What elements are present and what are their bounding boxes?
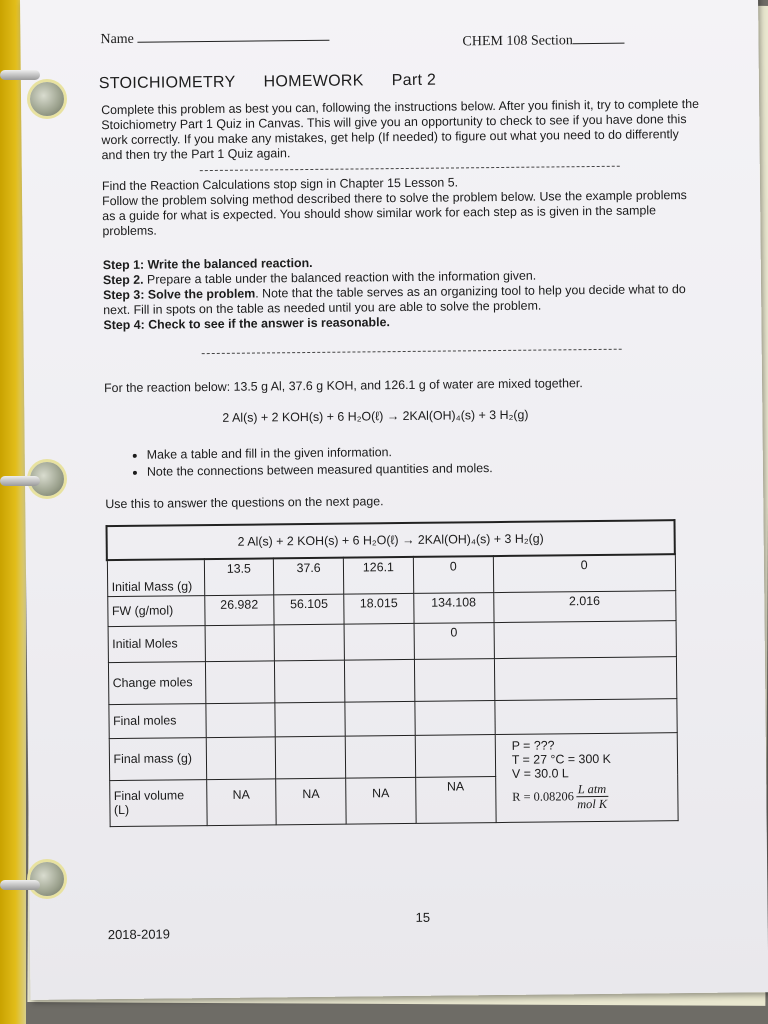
table-cell xyxy=(344,623,414,660)
binder-ring-bar xyxy=(0,70,40,80)
table-cell: NA xyxy=(276,778,346,825)
name-field: Name xyxy=(100,30,330,48)
table-cell xyxy=(206,736,276,779)
table-cell xyxy=(495,698,677,734)
use-note: Use this to answer the questions on the next page. xyxy=(105,494,384,512)
bullet-list xyxy=(125,443,493,481)
table-cell xyxy=(414,658,494,701)
temperature-value: T = 27 °C = 300 K xyxy=(511,751,611,767)
balanced-equation: 2 Al(s) + 2 KOH(s) + 6 H₂O(ℓ) → 2KAl(OH)₄(s) + 3 H₂(g) xyxy=(222,407,529,425)
table-cell xyxy=(415,700,495,735)
table-cell xyxy=(344,659,414,702)
gas-constant-value: R = 0.08206 xyxy=(512,788,574,804)
table-cell: 126.1 xyxy=(343,557,413,594)
row-label: Change moles xyxy=(108,661,205,704)
table-cell: NA xyxy=(346,777,416,824)
step-1: Step 1: Write the balanced reaction. xyxy=(102,255,313,273)
row-label: Final mass (g) xyxy=(109,737,206,780)
table-cell xyxy=(494,620,676,658)
problem-statement: For the reaction below: 13.5 g Al, 37.6 g KOH, and 126.1 g of water are mixed together. xyxy=(103,376,583,396)
page-title: STOICHIOMETRY HOMEWORK Part 2 xyxy=(98,71,437,93)
gas-constant xyxy=(502,781,608,811)
binder-ring xyxy=(30,862,64,896)
table-cell xyxy=(345,701,415,736)
table-cell xyxy=(274,624,344,661)
footer-year: 2018-2019 xyxy=(107,926,171,943)
table-cell: 0 xyxy=(493,554,675,592)
gas-constant-units: $\frac{\text{L atm}}{\text{mol K}}$ xyxy=(577,781,608,811)
table-cell: 56.105 xyxy=(274,594,344,625)
table-row xyxy=(107,554,675,596)
table-cell: NA xyxy=(206,778,276,825)
page-number: 15 xyxy=(415,909,431,925)
binder-ring xyxy=(30,82,64,116)
pressure-value: P = ??? xyxy=(511,737,555,753)
intro-paragraph: Complete this problem as best you can, following the instructions below. After you finish it, try to complete the Stoichiometry Part 1 Quiz in Canvas. This will give you an opportunity to check to see if you have done this work correctly. If you make any mistakes, get help (If needed) to figure out what you need to do differently and then try the Part 1 Quiz again. xyxy=(101,96,700,163)
row-label: Final volume (L) xyxy=(109,779,206,826)
row-label: FW (g/mol) xyxy=(107,595,204,626)
instruction-line-1: Find the Reaction Calculations stop sign in Chapter 15 Lesson 5. xyxy=(101,175,459,194)
step-4: Step 4: Check to see if the answer is reasonable. xyxy=(103,315,390,333)
row-label: Initial Moles xyxy=(108,625,205,662)
row-label: Final moles xyxy=(108,703,205,738)
bullet-item: • Make a table and fill in the given information. xyxy=(147,443,493,464)
table-cell xyxy=(205,660,275,703)
table-header-equation: 2 Al(s) + 2 KOH(s) + 6 H₂O(ℓ) → 2KAl(OH)₄(s) + 3 H₂(g) xyxy=(107,520,675,560)
table-cell xyxy=(275,736,345,779)
worksheet-page xyxy=(20,0,768,1000)
table-cell xyxy=(275,702,345,737)
table-cell: 13.5 xyxy=(204,558,274,595)
step-2: Step 2. Prepare a table under the balanced reaction with the information given. xyxy=(102,268,537,288)
table-cell: 37.6 xyxy=(274,558,344,595)
step-3: Step 3: Solve the problem. Note that the table serves as an organizing tool to help you decide what to do next. Fill in spots on the table as needed until you are able to solve the problem. xyxy=(103,282,686,318)
row-label: Initial Mass (g) xyxy=(107,559,204,596)
binder-ring-bar xyxy=(0,880,40,890)
table-cell xyxy=(275,660,345,703)
table-cell: 134.108 xyxy=(414,592,494,623)
table-row xyxy=(108,656,676,704)
volume-value: V = 30.0 L xyxy=(511,765,569,781)
table-cell: 18.015 xyxy=(344,593,414,624)
table-cell: 2.016 xyxy=(494,590,676,622)
table-cell: 0 xyxy=(413,556,493,593)
steps-list xyxy=(103,252,704,333)
table-row xyxy=(108,620,676,662)
table-cell xyxy=(345,735,415,778)
table-cell: 0 xyxy=(414,622,494,659)
binder-ring-bar xyxy=(0,476,40,486)
table-cell xyxy=(205,702,275,737)
divider xyxy=(202,349,622,354)
divider xyxy=(200,166,620,171)
table-cell xyxy=(494,656,676,700)
instructions xyxy=(102,173,703,239)
stoichiometry-table xyxy=(106,519,679,826)
table-cell xyxy=(205,624,275,661)
bullet-item: • Note the connections between measured quantities and moles. xyxy=(147,460,493,481)
section-field: CHEM 108 Section xyxy=(462,33,625,51)
table-cell: NA xyxy=(415,776,495,823)
table-row xyxy=(109,732,677,780)
instruction-line-2: Follow the problem solving method described there to solve the problem below. Use the example problems as a guide for what is expected. You should show similar work for each step as is given in the sample problems. xyxy=(102,188,687,239)
gas-conditions-cell xyxy=(495,732,678,822)
table-cell: 26.982 xyxy=(204,594,274,625)
table-cell xyxy=(415,734,495,777)
